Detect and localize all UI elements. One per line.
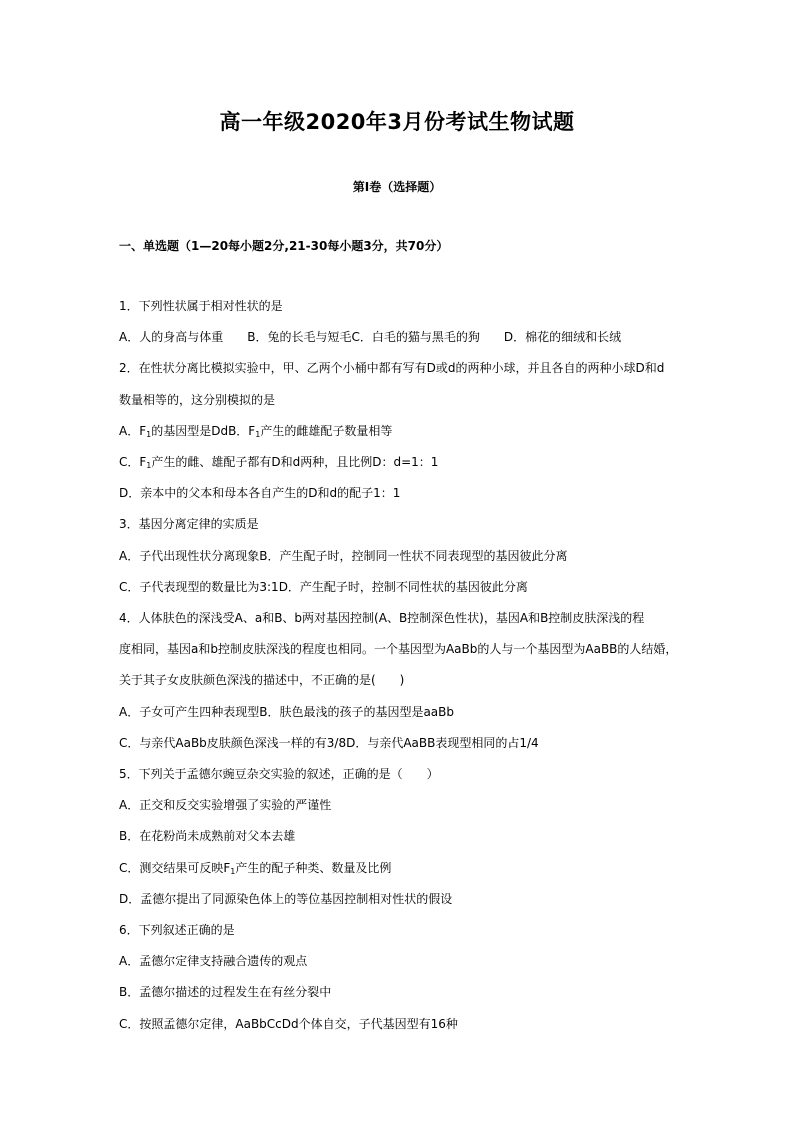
subscript: 1 [230,866,236,876]
text-line: C．子代表现型的数量比为3:1D．产生配子时，控制不同性状的基因彼此分离 [119,579,528,594]
text-fragment: 产生的配子种类、数量及比例 [235,860,392,875]
text-line [119,860,391,876]
document-title: 高一年级2020年3月份考试生物试题 [219,110,575,134]
text-line: A．正交和反交实验增强了实验的严谨性 [119,798,332,813]
subscript: 1 [146,429,152,439]
text-line: 3．基因分离定律的实质是 [119,517,259,532]
subscript: 1 [146,461,152,470]
text-line: 6．下列叙述正确的是 [119,923,235,937]
text-line: C．按照孟德尔定律，AaBbCcDd个体自交，子代基因型有16种 [119,1016,458,1031]
text-fragment: 产生的雌、雄配子都有D和d两种，且比例D：d=1：1 [151,455,439,469]
text-line: C．与亲代AaBb皮肤颜色深浅一样的有3/8D．与亲代AaBB表现型相同的占1/4 [119,735,539,750]
text-line: 度相同，基因a和b控制皮肤深浅的程度也相同。一个基因型为AaBb的人与一个基因型为AaBB的人结婚， [119,642,678,657]
part-heading: 第I卷（选择题） [352,180,442,194]
text-line [119,423,392,439]
text-line: D．孟德尔提出了同源染色体上的等位基因控制相对性状的假设 [119,891,453,906]
text-fragment: 产生的雌雄配子数量相等 [260,423,393,438]
text-line: 4．人体肤色的深浅受A、a和B、b两对基因控制(A、B控制深色性状)，基因A和B控制皮肤深浅的程 [119,611,645,625]
text-line: A．子女可产生四种表现型B．肤色最浅的孩子的基因型是aaBb [119,704,455,719]
text-line: 5．下列关于孟德尔豌豆杂交实验的叙述，正确的是（ ） [119,767,439,781]
subscript: 1 [255,429,261,439]
text-line: 2．在性状分离比模拟实验中，甲、乙两个小桶中都有写有D或d的两种小球，并且各自的两种小球D和d [119,361,665,376]
text-line: 数量相等的，这分别模拟的是 [119,392,276,407]
text-fragment: 的基因型是DdB．F [151,423,256,438]
text-fragment: A．F [119,423,147,438]
text-line: B．孟德尔描述的过程发生在有丝分裂中 [119,985,332,1000]
text-line: 关于其子女皮肤颜色深浅的描述中，不正确的是( ) [119,673,405,688]
text-fragment: C．F [119,455,147,469]
text-line: A．子代出现性状分离现象B．产生配子时，控制同一性状不同表现型的基因彼此分离 [119,548,568,563]
section-heading: 一、单选题（1—20每小题2分,21-30每小题3分，共70分） [119,239,449,253]
text-line: 1．下列性状属于相对性状的是 [119,299,283,313]
text-line: A．人的身高与体重 B．兔的长毛与短毛C．白毛的猫与黑毛的狗 D．棉花的细绒和长绒 [119,330,622,345]
text-line: D．亲本中的父本和母本各自产生的D和d的配子1：1 [119,486,401,501]
text-line: B．在花粉尚未成熟前对父本去雄 [119,829,296,844]
text-line [119,454,438,470]
text-line: A．孟德尔定律支持融合遗传的观点 [119,954,308,969]
text-fragment: C．测交结果可反映F [119,860,231,875]
